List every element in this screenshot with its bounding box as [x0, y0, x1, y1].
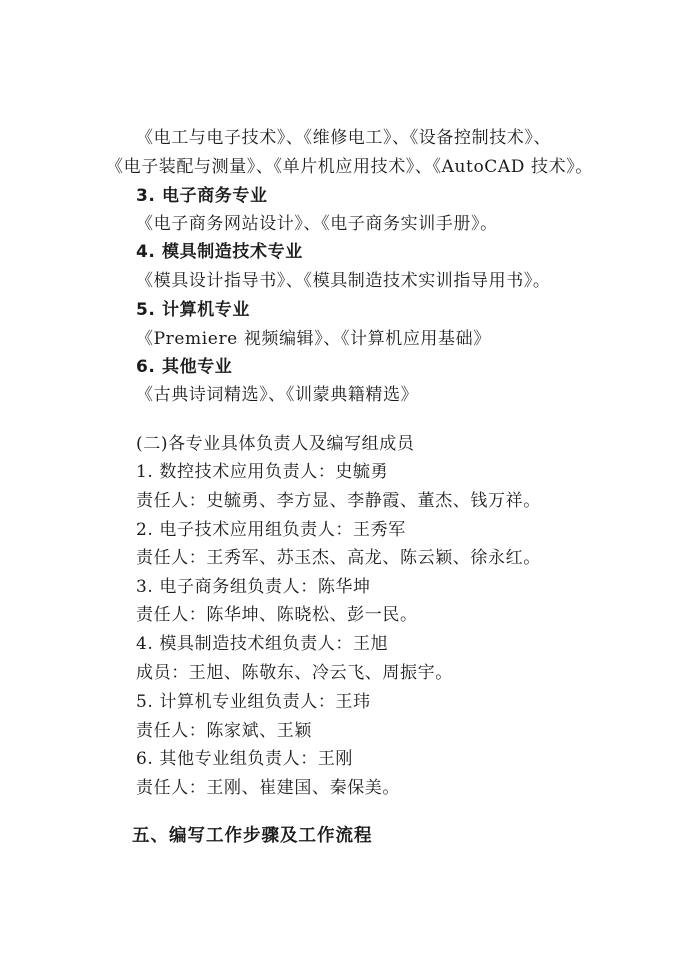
group-leader-4: 4. 模具制造技术组负责人：王旭 — [136, 634, 389, 654]
section-heading-other: 6. 其他专业 — [136, 357, 233, 377]
book-list-line-2: 《电子装配与测量》、《单片机应用技术》、《AutoCAD 技术》。 — [106, 157, 593, 177]
group-members-4: 成员：王旭、陈敬东、冷云飞、周振宇。 — [136, 663, 453, 683]
book-list-mold: 《模具设计指导书》、《模具制造技术实训指导用书》。 — [136, 271, 551, 291]
subsection-heading-responsible: (二)各专业具体负责人及编写组成员 — [136, 434, 415, 454]
section-heading-ecommerce: 3. 电子商务专业 — [136, 186, 268, 206]
book-list-other: 《古典诗词精选》、《训蒙典籍精选》 — [136, 385, 419, 405]
group-members-5: 责任人：陈家斌、王颖 — [136, 721, 312, 741]
group-leader-3: 3. 电子商务组负责人：陈华坤 — [136, 577, 371, 597]
group-leader-2: 2. 电子技术应用组负责人：王秀军 — [136, 520, 406, 540]
book-list-computer: 《Premiere 视频编辑》、《计算机应用基础》 — [136, 329, 491, 349]
book-list-line-1: 《电工与电子技术》、《维修电工》、《设备控制技术》、 — [136, 128, 552, 148]
group-members-3: 责任人：陈华坤、陈晓松、彭一民。 — [136, 605, 418, 625]
group-members-1: 责任人：史毓勇、李方显、李静霞、董杰、钱万祥。 — [136, 491, 541, 511]
book-list-ecommerce: 《电子商务网站设计》、《电子商务实训手册》。 — [136, 214, 498, 234]
group-leader-1: 1. 数控技术应用负责人：史毓勇 — [136, 462, 389, 482]
group-members-2: 责任人：王秀军、苏玉杰、高龙、陈云颖、徐永红。 — [136, 548, 541, 568]
group-members-6: 责任人：王刚、崔建国、秦保美。 — [136, 778, 400, 798]
group-leader-5: 5. 计算机专业组负责人：王玮 — [136, 692, 371, 712]
group-leader-6: 6. 其他专业组负责人：王刚 — [136, 749, 354, 769]
chapter-heading-workflow: 五、编写工作步骤及工作流程 — [132, 826, 373, 846]
section-heading-mold: 4. 模具制造技术专业 — [136, 242, 303, 262]
section-heading-computer: 5. 计算机专业 — [136, 300, 251, 320]
